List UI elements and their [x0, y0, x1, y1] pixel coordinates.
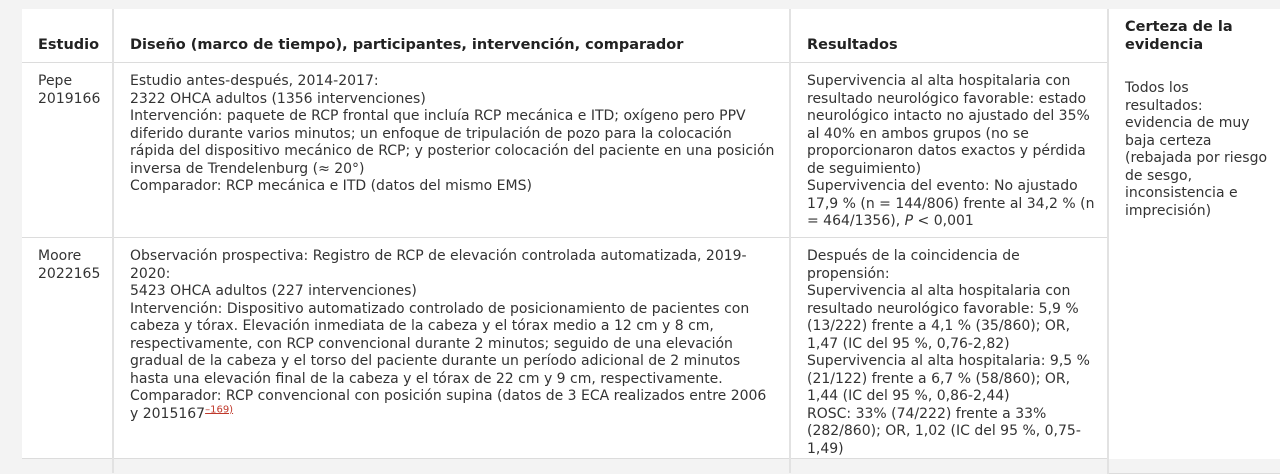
p-value: < 0,001 [913, 213, 974, 229]
table-row [22, 238, 1280, 459]
p-value-label: P [904, 213, 914, 229]
design-line: Observación prospectiva: Registro de RCP de elevación controlada automatizada, 2019-2020: [130, 248, 747, 282]
design-line: 5423 OHCA adultos (227 intervenciones) [130, 283, 417, 299]
results-line: ROSC: 33% (74/222) frente a 33% (282/860); OR, 1,02 (IC del 95 %, 0,75-1,49) [807, 405, 1081, 457]
results-cell [790, 459, 1108, 474]
header-study: Estudio [22, 9, 113, 63]
design-cell [113, 459, 790, 474]
table-header-row [22, 9, 1280, 63]
results-line-text: Supervivencia del evento: No ajustado 17,9 % (n = 144/806) frente al 34,2 % (n = 464/1356), [807, 178, 1095, 229]
design-line: 2322 OHCA adultos (1356 intervenciones) [130, 90, 426, 107]
results-line: Supervivencia al alta hospitalaria con resultado neurológico favorable: estado neurológico intacto no ajustado del 35% al 40% en ambos grupos (no se proporcionaron datos exactos y pérdida de seguimiento) [807, 73, 1090, 177]
header-certainty-label: Certeza de la evidencia [1125, 19, 1233, 53]
header-certainty [1108, 9, 1280, 473]
design-line: Comparador: RCP mecánica e ITD (datos del mismo EMS) [130, 178, 532, 194]
study-cell [22, 459, 113, 474]
header-results: Resultados [790, 9, 1108, 63]
table-row [22, 459, 1280, 474]
design-line: Intervención: paquete de RCP frontal que incluía RCP mecánica e ITD; oxígeno pero PPV diferido durante varios minutos; un enfoque de tripulación de pozo para la colocación rápida del dispositivo mecánico de RCP; y posterior colocación del paciente en una posición inversa de Trendelenburg (≈ 20°) [130, 108, 775, 177]
results-line: Después de la coincidencia de propensión: [807, 248, 1020, 282]
evidence-table-panel [22, 9, 1280, 459]
results-line: Supervivencia al alta hospitalaria: 9,5 % (21/122) frente a 6,7 % (58/860); OR, 1,44 (IC del 95 %, 0,86-2,44) [807, 353, 1090, 404]
results-cell [790, 63, 1108, 238]
design-line [130, 388, 779, 423]
reference-link[interactable]: –169) [205, 403, 234, 415]
results-line [807, 178, 1097, 231]
evidence-table [22, 9, 1280, 474]
table-row [22, 63, 1280, 238]
study-cell: Pepe 2019166 [22, 63, 113, 238]
results-cell [790, 238, 1108, 459]
design-cell [113, 238, 790, 459]
design-line: Intervención: Dispositivo automatizado controlado de posicionamiento de pacientes con cabeza y tórax. Elevación inmediata de la cabeza y el tórax medio a 12 cm y 8 cm, respectivamente, con RCP convencional durante 2 minutos; seguido de una elevación gradual de la cabeza y el torso del paciente durante un período adicional de 2 minutos hasta una elevación final de la cabeza y el tórax de 22 cm y 9 cm, respectivamente. [130, 300, 750, 387]
header-design: Diseño (marco de tiempo), participantes, intervención, comparador [113, 9, 790, 63]
study-cell: Moore 2022165 [22, 238, 113, 459]
design-cell [113, 63, 790, 238]
results-line: Supervivencia al alta hospitalaria con resultado neurológico favorable: 5,9 % (13/222) frente a 4,1 % (35/860); OR, 1,47 (IC del 95 %, 0,76-2,82) [807, 283, 1079, 352]
design-line: Estudio antes-después, 2014-2017: [130, 73, 379, 89]
design-line-text: Comparador: RCP convencional con posición supina (datos de 3 ECA realizados entre 2006 y 2015167 [130, 388, 767, 422]
certainty-cell: Todos los resultados: evidencia de muy baja certeza (rebajada por riesgo de sesgo, inconsistencia e imprecisión) [1125, 80, 1268, 219]
